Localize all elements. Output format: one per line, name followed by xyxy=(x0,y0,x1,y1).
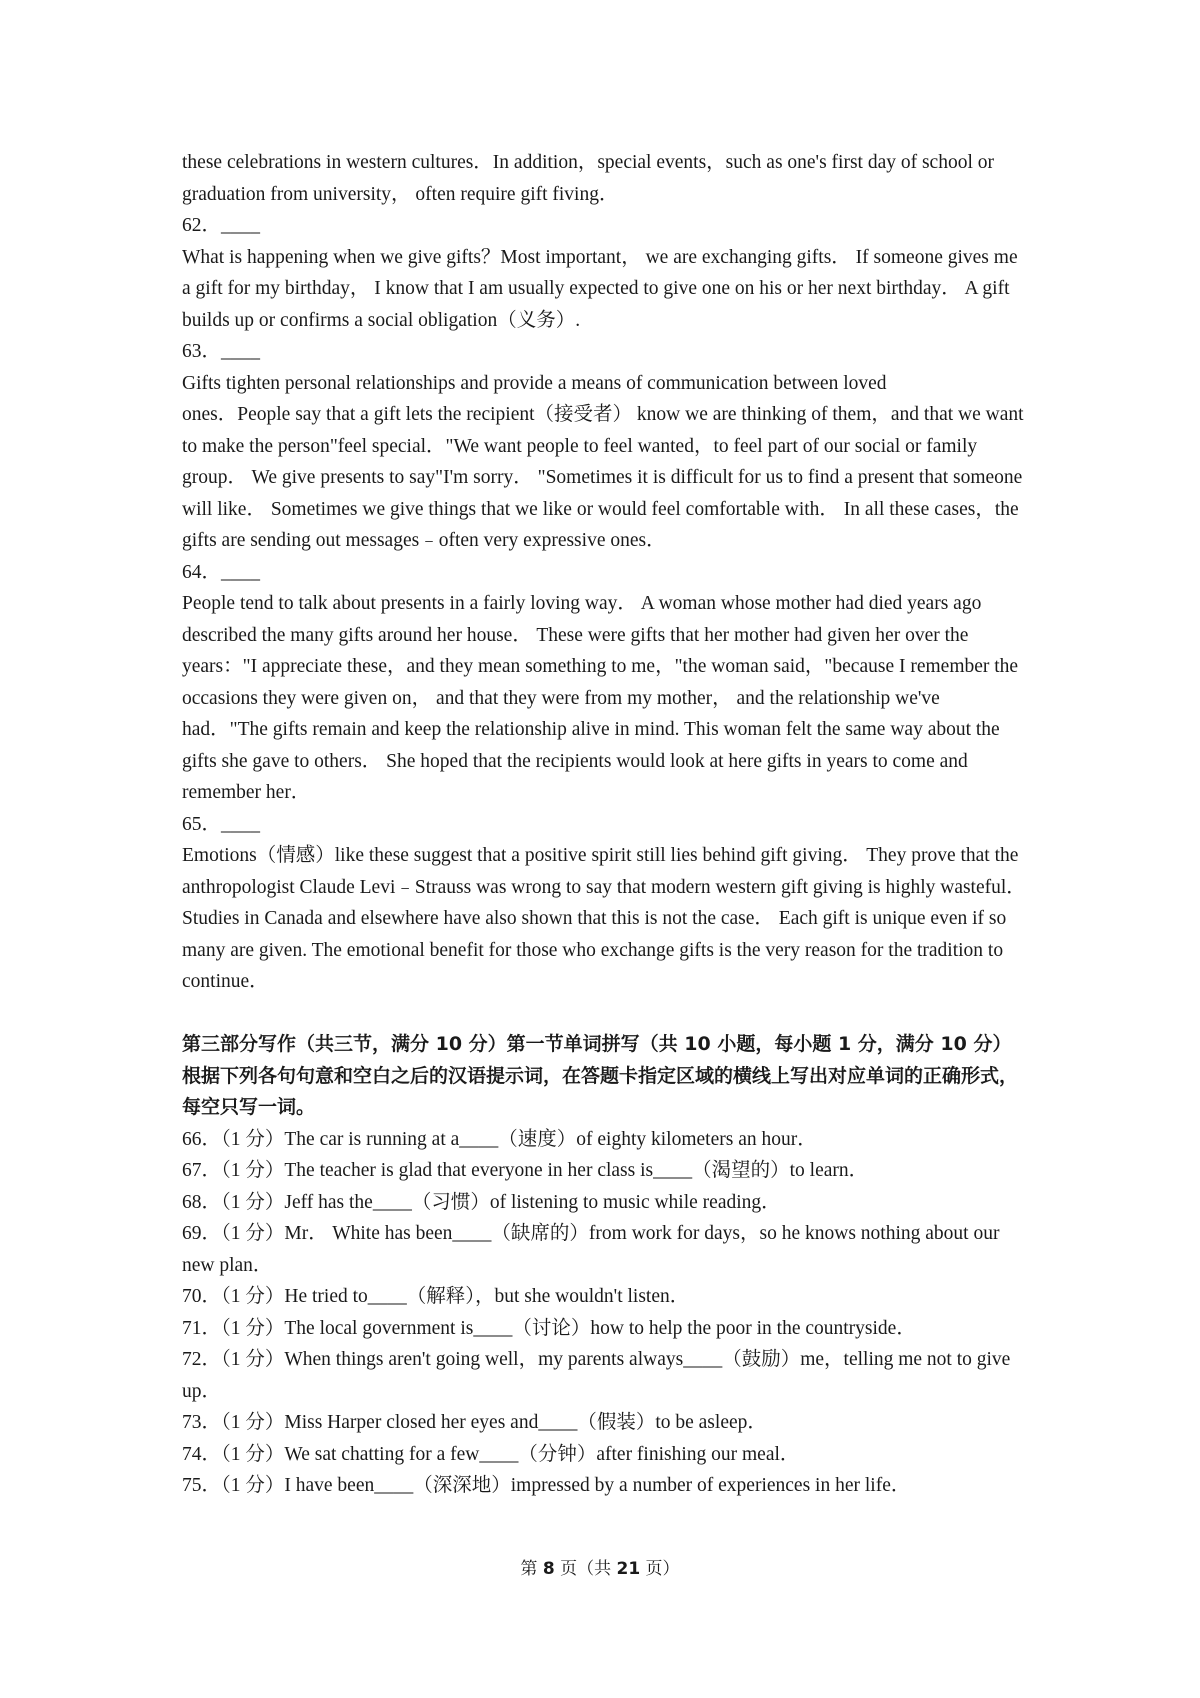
page-footer xyxy=(0,1554,1200,1579)
passage-paragraph-2: What is happening when we give gifts？Most important， we are exchanging gifts． If someone gives me a gift for my birthday， I know that I am usually expected to give one on his or her next birthday． A gift builds up or confirms a social obligation（义务）. xyxy=(182,246,1023,331)
question-62-label: 62．____ xyxy=(182,215,261,236)
footer-middle: 页（共 xyxy=(554,1559,617,1579)
passage-paragraph-1: these celebrations in western cultures．In addition，special events，such as one's first day of school or graduation from university， often require gift fiving． xyxy=(182,152,999,205)
footer-total-pages: 21 xyxy=(616,1559,641,1579)
question-69: 69．（1 分）Mr． White has been____（缺席的）from work for days，so he knows nothing about our new plan． xyxy=(182,1223,1005,1276)
passage-paragraph-3: Gifts tighten personal relationships and provide a means of communication between loved ones．People say that a gift lets the recipient（接受者） know we are thinking of them，and that we want to make the person"feel special．"We want people to feel wanted，to feel part of our social or family group． We give presents to say"I'm sorry． "Sometimes it is difficult for us to find a present that someone will like． Sometimes we give things that we like or would feel comfortable with． In all these cases，the gifts are sending out messages﹣often very expressive ones． xyxy=(182,372,1024,551)
spacer xyxy=(182,998,1028,1030)
question-66: 66．（1 分）The car is running at a____（速度）of eighty kilometers an hour． xyxy=(182,1128,817,1150)
question-74: 74．（1 分）We sat chatting for a few____（分钟）after finishing our meal． xyxy=(182,1443,800,1465)
passage-paragraph-5: Emotions（情感）like these suggest that a positive spirit still lies behind gift giving． They prove that the anthropologist Claude Levi﹣Strauss was wrong to say that modern western gift giving is highly wasteful． Studies in Canada and elsewhere have also shown that this is not the case． Each gift is unique even if so many are given. The emotional benefit for those who exchange gifts is the very reason for the tradition to continue． xyxy=(182,845,1031,992)
footer-prefix: 第 xyxy=(520,1559,543,1579)
question-67: 67．（1 分）The teacher is glad that everyone in her class is____（渴望的）to learn． xyxy=(182,1160,869,1181)
question-68: 68．（1 分）Jeff has the____（习惯）of listening to music while reading． xyxy=(182,1191,781,1213)
question-70: 70．（1 分）He tried to____（解释），but she wouldn't listen． xyxy=(182,1286,690,1307)
question-65-label: 65．____ xyxy=(182,813,261,835)
question-63-label: 63．____ xyxy=(182,341,261,362)
question-73: 73．（1 分）Miss Harper closed her eyes and____（假装）to be asleep． xyxy=(182,1412,767,1433)
footer-page-number: 8 xyxy=(542,1559,555,1579)
question-75: 75．（1 分）I have been____（深深地）impressed by a number of experiences in her life． xyxy=(182,1475,911,1496)
question-72: 72．（1 分）When things aren't going well，my parents always____（鼓励）me，telling me not to give up． xyxy=(182,1349,1016,1402)
question-71: 71．（1 分）The local government is____（讨论）how to help the poor in the countryside． xyxy=(182,1317,916,1339)
page-content xyxy=(182,147,1031,1502)
passage-paragraph-4: People tend to talk about presents in a fairly loving way． A woman whose mother had died years ago described the many gifts around her house． These were gifts that her mother had given her over the years："I appreciate these，and they mean something to me，"the woman said，"because I remember the occasions they were given on， and that they were from my mother， and the relationship we've had．"The gifts remain and keep the relationship alive in mind. This woman felt the same way about the gifts she gave to others． She hoped that the recipients would look at here gifts in years to come and remember her． xyxy=(182,593,1023,803)
section-3-heading: 第三部分写作（共三节，满分 10 分）第一节单词拼写（共 10 小题，每小题 1 分，满分 10 分）根据下列各句句意和空白之后的汉语提示词，在答题卡指定区域的横线上写出对应单词的正确形式，每空只写一词。 xyxy=(182,1033,1019,1118)
footer-suffix: 页） xyxy=(640,1559,680,1579)
question-64-label: 64．____ xyxy=(182,561,261,583)
